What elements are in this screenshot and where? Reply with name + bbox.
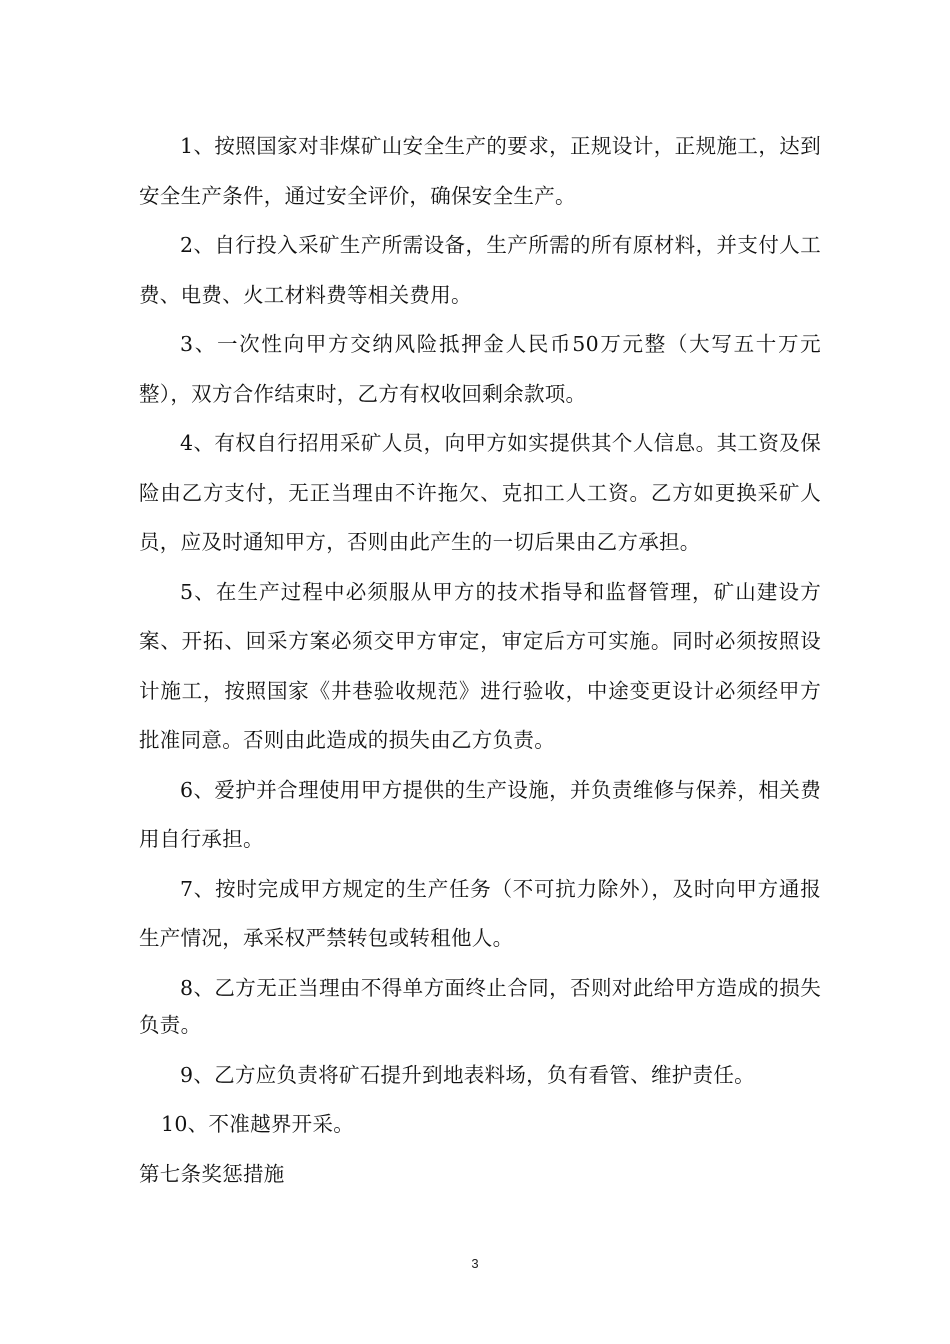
section-heading: 第七条奖惩措施	[139, 1161, 285, 1186]
document-body	[139, 122, 821, 1199]
clause-paragraph-4: 4、有权自行招用采矿人员，向甲方如实提供其个人信息。其工资及保险由乙方支付，无正当理由不许拖欠、克扣工人工资。乙方如更换采矿人员，应及时通知甲方，否则由此产生的一切后果由乙方承担。	[139, 431, 821, 554]
clause-paragraph-2: 2、自行投入采矿生产所需设备，生产所需的所有原材料，并支付人工费、电费、火工材料费等相关费用。	[139, 233, 821, 307]
clause-paragraph-3: 3、一次性向甲方交纳风险抵押金人民币50万元整（大写五十万元整），双方合作结束时，乙方有权收回剩余款项。	[139, 332, 821, 406]
page-number: 3	[471, 1256, 479, 1271]
clause-paragraph-6: 6、爱护并合理使用甲方提供的生产设施，并负责维修与保养，相关费用自行承担。	[139, 777, 821, 851]
clause-paragraph-1: 1、按照国家对非煤矿山安全生产的要求，正规设计，正规施工，达到安全生产条件，通过安全评价，确保安全生产。	[139, 134, 821, 208]
clause-paragraph-8: 8、乙方无正当理由不得单方面终止合同，否则对此给甲方造成的损失负责。	[139, 975, 821, 1037]
clause-paragraph-5: 5、在生产过程中必须服从甲方的技术指导和监督管理，矿山建设方案、开拓、回采方案必须交甲方审定，审定后方可实施。同时必须按照设计施工，按照国家《井巷验收规范》进行验收，中途变更设计必须经甲方批准同意。否则由此造成的损失由乙方负责。	[139, 579, 821, 752]
clause-paragraph-9: 9、乙方应负责将矿石提升到地表料场，负有看管、维护责任。	[180, 1062, 755, 1087]
clause-paragraph-7: 7、按时完成甲方规定的生产任务（不可抗力除外），及时向甲方通报生产情况，承采权严禁转包或转租他人。	[139, 876, 821, 950]
clause-paragraph-10: 10、不准越界开采。	[161, 1112, 355, 1136]
